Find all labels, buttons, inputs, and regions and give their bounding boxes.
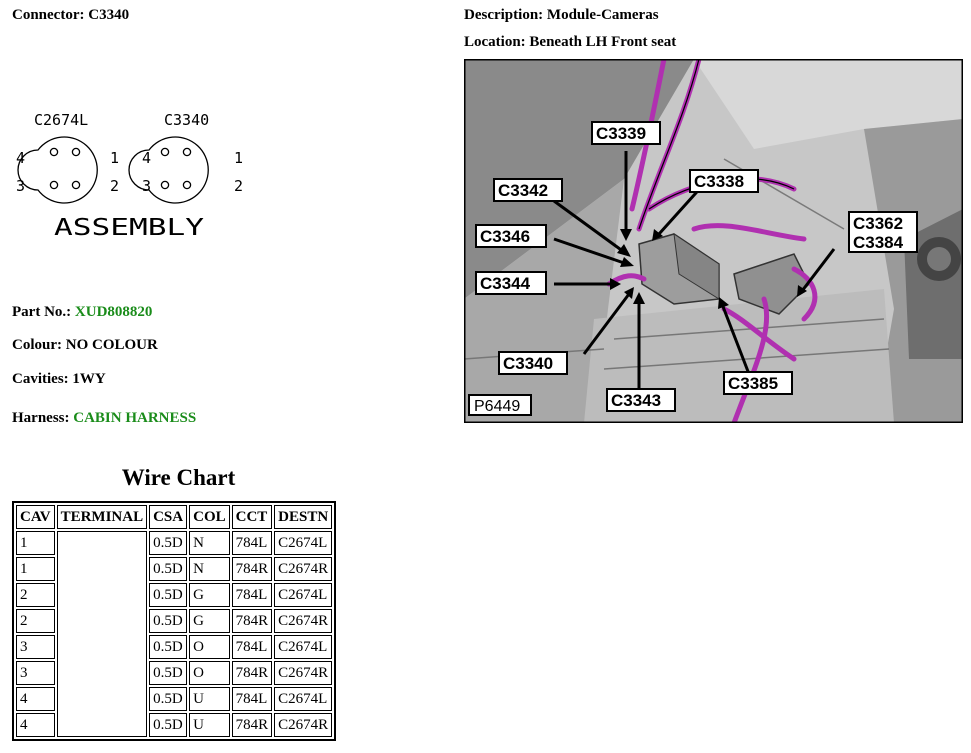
cell-cav: 2 [16, 609, 55, 633]
cell-csa: 0.5D [149, 609, 187, 633]
callout-c3362: C3362 [853, 214, 904, 233]
callout-c3342: C3342 [498, 181, 549, 200]
pin-4-left: 4 [16, 149, 26, 167]
location-value: Beneath LH Front seat [529, 34, 677, 50]
cell-col: G [189, 609, 230, 633]
cell-col: G [189, 583, 230, 607]
cell-cav: 1 [16, 557, 55, 581]
cell-cct: 784L [232, 687, 273, 711]
cell-cav: 4 [16, 687, 55, 711]
cell-csa: 0.5D [149, 557, 187, 581]
header-destn: DESTN [274, 505, 332, 529]
callout-c3339: C3339 [596, 124, 647, 143]
cell-terminal [57, 531, 148, 737]
harness-line [12, 409, 196, 427]
header-cav: CAV [16, 505, 55, 529]
header-col: COL [189, 505, 230, 529]
diagram-right-connector-label: C3340 [164, 111, 210, 129]
cell-cct: 784R [232, 609, 273, 633]
harness-link[interactable]: CABIN HARNESS [73, 410, 197, 426]
photo-figure-id: P6449 [474, 398, 521, 415]
callout-c3385: C3385 [728, 374, 779, 393]
cell-cav: 2 [16, 583, 55, 607]
connector-value: C3340 [88, 7, 130, 23]
wire-chart-header-row [16, 505, 332, 529]
pin-3-left: 3 [16, 177, 26, 195]
callout-c3384: C3384 [853, 233, 904, 252]
cell-col: N [189, 557, 230, 581]
description-label: Description: [464, 7, 544, 23]
part-number-link[interactable]: XUD808820 [74, 304, 153, 320]
diagram-left-connector-label: C2674L [34, 111, 89, 129]
cell-col: U [189, 713, 230, 737]
harness-label: Harness: [12, 410, 70, 426]
cell-cav: 3 [16, 635, 55, 659]
cell-cav: 4 [16, 713, 55, 737]
cell-destn: C2674R [274, 557, 332, 581]
header-csa: CSA [149, 505, 187, 529]
pin-4-right: 4 [142, 149, 152, 167]
description-value: Module-Cameras [546, 7, 659, 23]
cell-destn: C2674L [274, 635, 332, 659]
cell-col: N [189, 531, 230, 555]
location-line [464, 33, 676, 51]
cell-cct: 784L [232, 583, 273, 607]
cell-cct: 784L [232, 635, 273, 659]
cell-cav: 3 [16, 661, 55, 685]
cell-cav: 1 [16, 531, 55, 555]
part-number-line [12, 303, 152, 321]
part-number-label: Part No.: [12, 304, 72, 320]
colour-label: Colour: [12, 337, 62, 353]
cell-destn: C2674R [274, 713, 332, 737]
wire-chart-table [12, 501, 336, 741]
pin-1-right: 1 [234, 149, 244, 167]
callout-c3346: C3346 [480, 227, 531, 246]
cell-col: O [189, 661, 230, 685]
cell-cct: 784R [232, 713, 273, 737]
callout-c3344: C3344 [480, 274, 531, 293]
cell-col: U [189, 687, 230, 711]
cell-destn: C2674L [274, 531, 332, 555]
cell-destn: C2674L [274, 687, 332, 711]
callout-c3343: C3343 [611, 391, 662, 410]
cell-csa: 0.5D [149, 531, 187, 555]
pin-1-left: 1 [110, 149, 120, 167]
location-photo [464, 59, 963, 423]
table-row [16, 531, 332, 555]
connector-pinout-diagram [12, 105, 252, 245]
cell-destn: C2674R [274, 609, 332, 633]
colour-line [12, 336, 158, 354]
cell-csa: 0.5D [149, 583, 187, 607]
cell-csa: 0.5D [149, 635, 187, 659]
header-terminal: TERMINAL [57, 505, 148, 529]
connector-label: Connector: [12, 7, 85, 23]
wire-chart-title: Wire Chart [121, 465, 236, 490]
cavities-value: 1WY [72, 371, 106, 387]
pin-2-left: 2 [110, 177, 120, 195]
pin-3-right: 3 [142, 177, 152, 195]
pin-2-right: 2 [234, 177, 244, 195]
assembly-label: ASSEMBLY [54, 215, 205, 241]
callout-c3338: C3338 [694, 172, 745, 191]
description-line [464, 6, 659, 24]
connector-line [12, 6, 129, 24]
colour-value: NO COLOUR [65, 337, 158, 353]
location-label: Location: [464, 34, 526, 50]
cell-destn: C2674L [274, 583, 332, 607]
cell-csa: 0.5D [149, 661, 187, 685]
cell-cct: 784R [232, 661, 273, 685]
cavities-label: Cavities: [12, 371, 69, 387]
cavities-line [12, 370, 106, 388]
header-cct: CCT [232, 505, 273, 529]
cell-col: O [189, 635, 230, 659]
cell-csa: 0.5D [149, 687, 187, 711]
cell-cct: 784L [232, 531, 273, 555]
cell-csa: 0.5D [149, 713, 187, 737]
callout-c3340: C3340 [503, 354, 554, 373]
cell-cct: 784R [232, 557, 273, 581]
cell-destn: C2674R [274, 661, 332, 685]
